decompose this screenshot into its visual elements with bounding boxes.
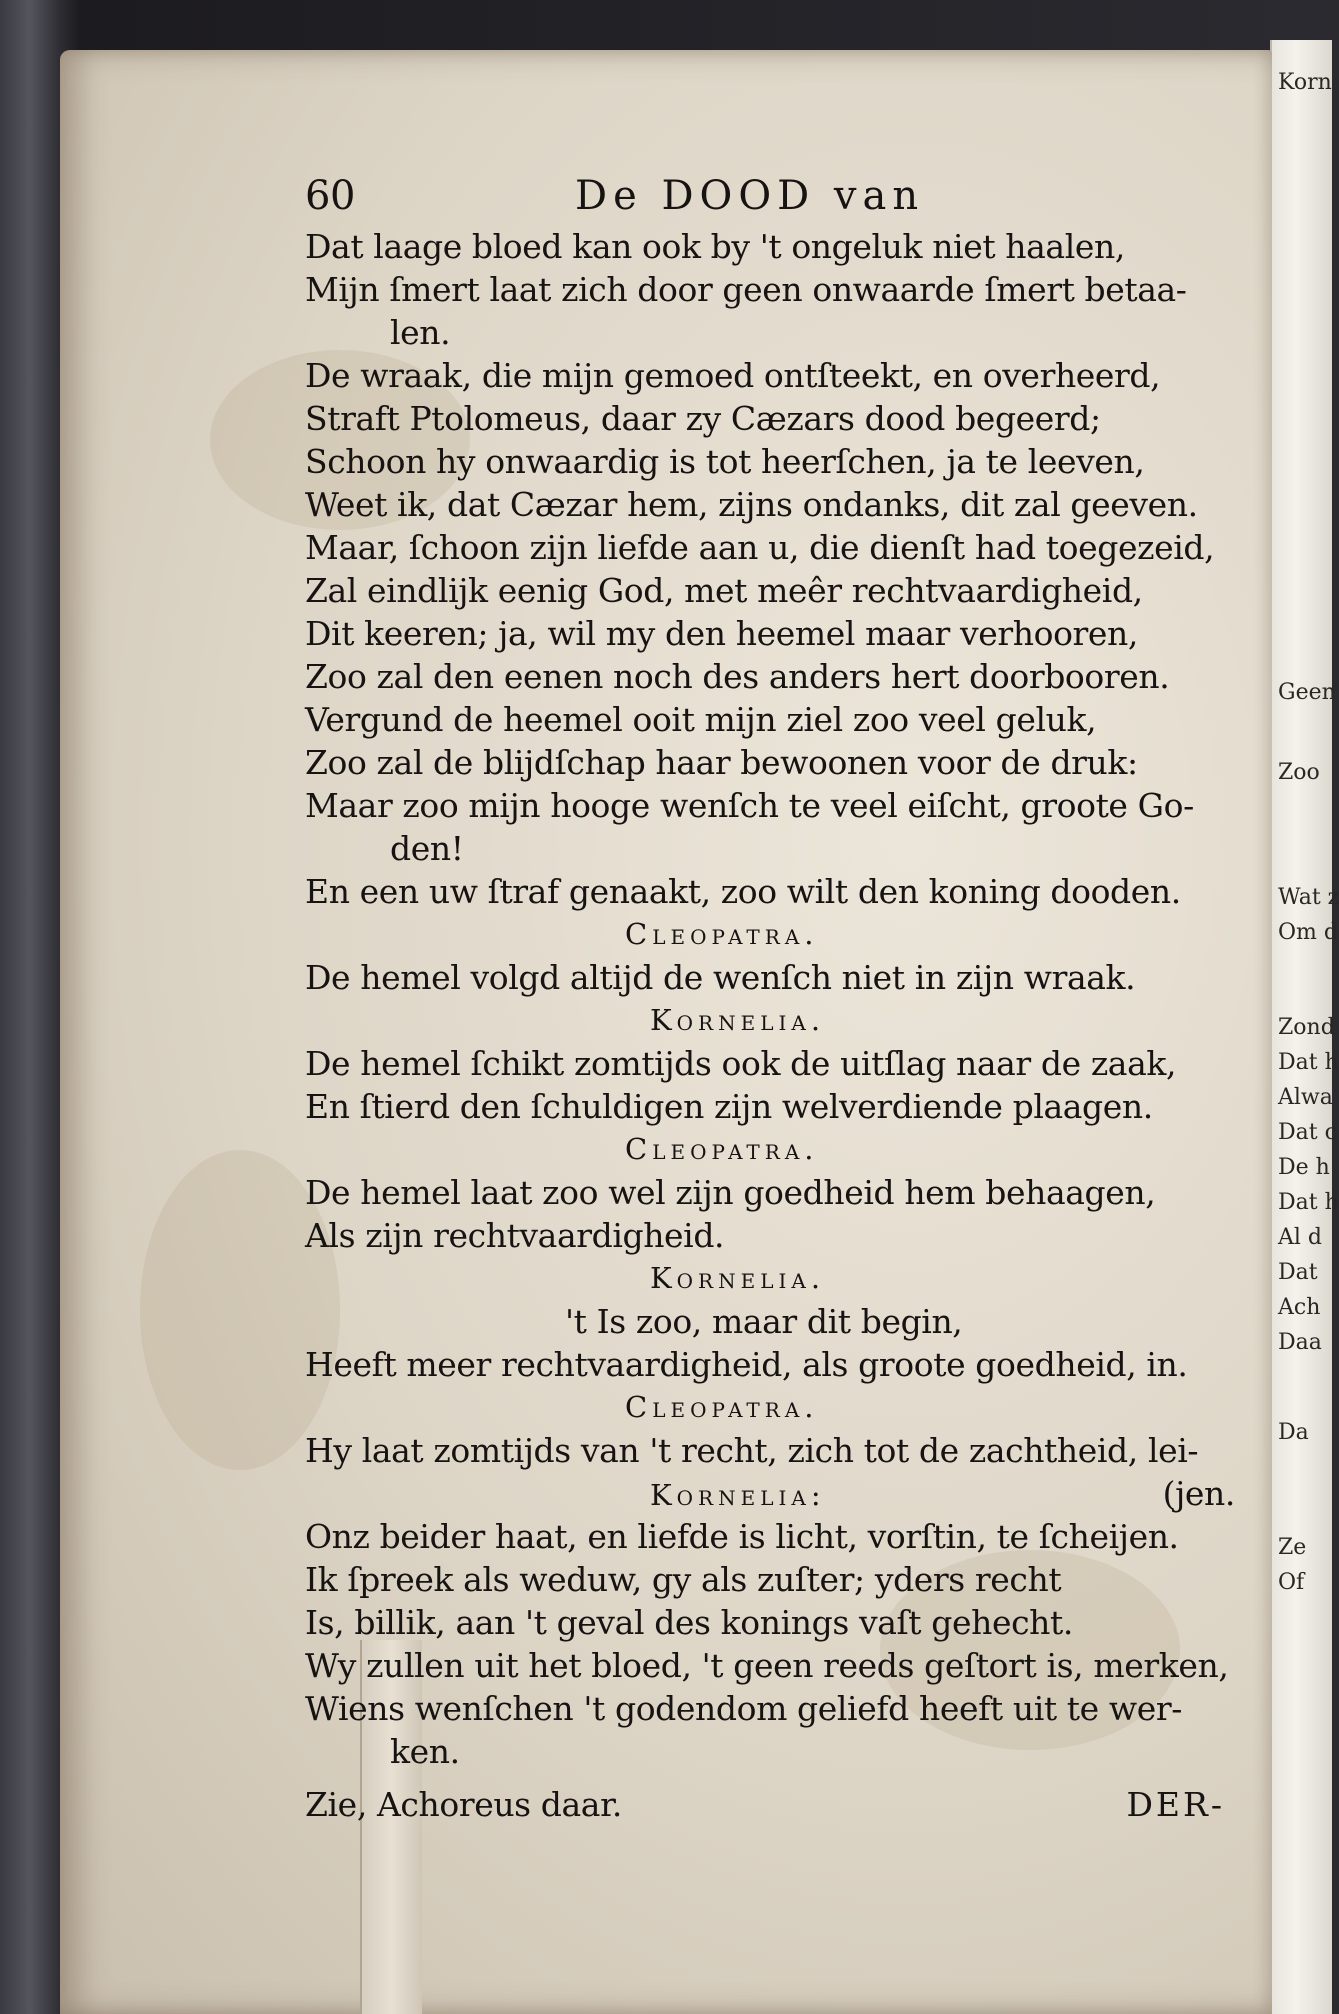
verse-line: Heeft meer rechtvaardigheid, als groote goedheid, in. [305, 1345, 1188, 1384]
adjacent-page-fragment: Geen [1278, 680, 1336, 705]
adjacent-page-fragment: Alwa [1278, 1085, 1333, 1110]
adjacent-page-fragment: Daa [1278, 1330, 1322, 1355]
speaker-name: Kornelia. [650, 1003, 826, 1037]
verse-line: De hemel laat zoo wel zijn goedheid hem behaagen, [305, 1173, 1156, 1212]
speaker-name: Kornelia: [650, 1478, 826, 1512]
verse-line: En een uw ſtraf genaakt, zoo wilt den koning dooden. [305, 872, 1181, 911]
adjacent-page-fragment: Da [1278, 1420, 1309, 1445]
adjacent-page-fragment: Korn [1278, 70, 1332, 95]
adjacent-page-fragment: Dat h [1278, 1190, 1339, 1215]
adjacent-page-fragment: Dat h [1278, 1050, 1339, 1075]
verse-line: Is, billik, aan 't geval des konings vaſt gehecht. [305, 1603, 1073, 1642]
verse-line: Als zijn rechtvaardigheid. [305, 1216, 725, 1255]
adjacent-page-fragment: Of [1278, 1570, 1305, 1595]
verse-line: De hemel volgd altijd de wenſch niet in zijn wraak. [305, 958, 1136, 997]
verse-line: De wraak, die mijn gemoed ontſteekt, en overheerd, [305, 356, 1161, 395]
verse-line: Zal eindlijk eenig God, met meêr rechtvaardigheid, [305, 571, 1143, 610]
adjacent-page-edge [1270, 40, 1339, 2014]
page-text [305, 175, 1245, 1833]
verse-line: Zoo zal de blijdſchap haar bewoonen voor de druk: [305, 743, 1138, 782]
verse-line: Weet ik, dat Cæzar hem, zijns ondanks, dit zal geeven. [305, 485, 1198, 524]
page-number: 60 [305, 173, 356, 219]
verse-line: Zoo zal den eenen noch des anders hert doorbooren. [305, 657, 1170, 696]
verse-line: Schoon hy onwaardig is tot heerſchen, ja te leeven, [305, 442, 1145, 481]
verse-line: Wiens wenſchen 't godendom geliefd heeft uit te wer- [305, 1689, 1182, 1728]
adjacent-page-fragment: Zoo [1278, 760, 1320, 785]
adjacent-page-fragment: Om d [1278, 920, 1338, 945]
running-head [305, 175, 1245, 225]
verse-line: Maar, ſchoon zijn liefde aan u, die dienſt had toegezeid, [305, 528, 1215, 567]
verse-line: Dat laage bloed kan ook by 't ongeluk niet haalen, [305, 227, 1125, 266]
verse-line: 't Is zoo, maar dit begin, [565, 1302, 963, 1341]
adjacent-page-fragment: De h [1278, 1155, 1330, 1180]
verse-line: Mijn ſmert laat zich door geen onwaarde ſmert betaa- [305, 270, 1187, 309]
adjacent-page-fragment: Wat z [1278, 885, 1339, 910]
verse-line: len. [390, 313, 451, 352]
catchword: DER- [1126, 1785, 1225, 1824]
adjacent-page-fragment: Dat [1278, 1260, 1318, 1285]
speaker-name: Cleopatra. [625, 1390, 819, 1424]
final-line [305, 1783, 1245, 1833]
adjacent-page-fragment: Ach [1278, 1295, 1321, 1320]
adjacent-page-fragment: Zond [1278, 1015, 1335, 1040]
verse-line: Maar zoo mijn hooge wenſch te veel eiſcht, groote Go- [305, 786, 1194, 825]
verse-line: ken. [390, 1732, 460, 1771]
adjacent-page-fragment: Dat c [1278, 1120, 1337, 1145]
adjacent-page-fragment: Al d [1278, 1225, 1322, 1250]
verse-line: Ik ſpreek als weduw, gy als zuſter; yders recht [305, 1560, 1062, 1599]
verse-line: Zie, Achoreus daar. [305, 1785, 622, 1824]
verse-line: Vergund de heemel ooit mijn ziel zoo veel geluk, [305, 700, 1097, 739]
verse-line: Wy zullen uit het bloed, 't geen reeds geſtort is, merken, [305, 1646, 1229, 1685]
verse-line: Dit keeren; ja, wil my den heemel maar verhooren, [305, 614, 1139, 653]
speaker-name: Kornelia. [650, 1261, 826, 1295]
speaker-name: Cleopatra. [625, 917, 819, 951]
speaker-name: Cleopatra. [625, 1132, 819, 1166]
running-title: De DOOD van [575, 173, 925, 219]
verse-line: Onz beider haat, en liefde is licht, vorſtin, te ſcheijen. [305, 1517, 1179, 1556]
verse-line: De hemel ſchikt zomtijds ook de uitſlag naar de zaak, [305, 1044, 1177, 1083]
verse-line: den! [390, 829, 464, 868]
turnover-word: (jen. [1162, 1474, 1235, 1513]
adjacent-page-fragment: Ze [1278, 1535, 1307, 1560]
verse-line: Hy laat zomtijds van 't recht, zich tot de zachtheid, lei- [305, 1431, 1199, 1470]
verse-line: Straft Ptolomeus, daar zy Cæzars dood begeerd; [305, 399, 1101, 438]
speaker-line-with-turnover [305, 1472, 1245, 1515]
verse-line: En ſtierd den ſchuldigen zijn welverdiende plaagen. [305, 1087, 1153, 1126]
